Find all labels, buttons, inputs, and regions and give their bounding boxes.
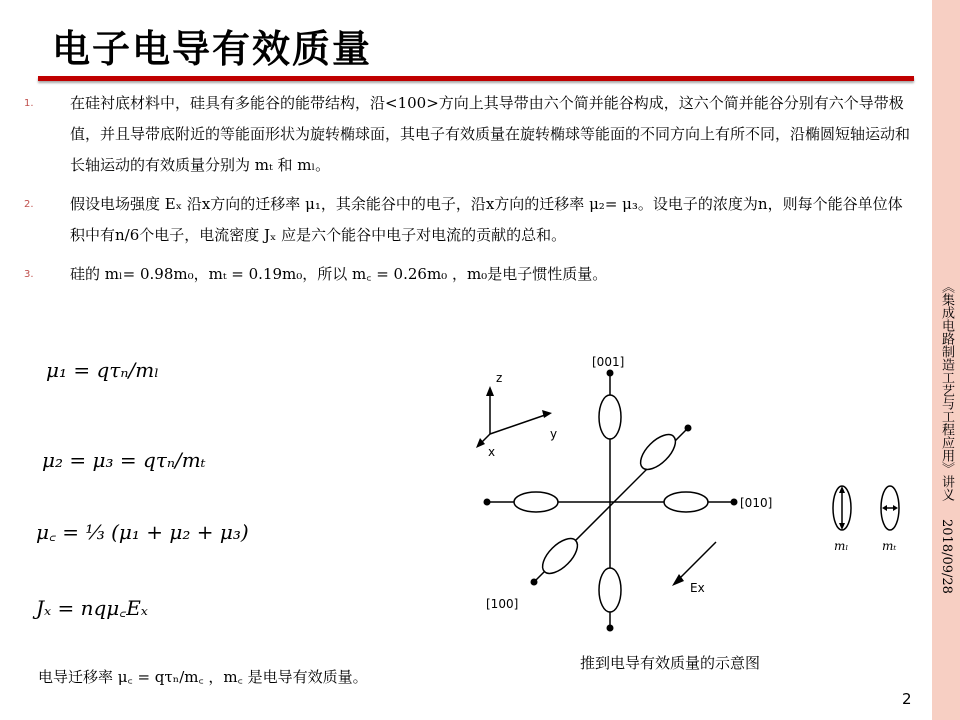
diagram-caption: 推到电导有效质量的示意图 [580,654,761,672]
label-010: [010] [740,496,773,510]
item-number: 3. [24,269,34,280]
course-title: 《集成电路制造工艺与工程应用》讲义 [939,280,954,501]
point-100 [531,579,538,586]
list-item [24,259,914,290]
y-axis [490,414,548,434]
label-001: [001] [592,355,625,369]
equation-mu1: μ₁ = qτₙ/mₗ [46,358,160,382]
page-title: 电子电导有效质量 [52,26,373,71]
point-down [607,625,614,632]
label-z: z [496,371,503,385]
z-arrowhead [486,386,494,396]
valley-down [599,568,621,612]
y-arrowhead [542,410,552,418]
point-010 [731,499,738,506]
sidebar [932,0,960,720]
label-ex: Ex [690,581,705,595]
list-item [24,88,914,181]
point-back [685,425,692,432]
item-number: 2. [24,199,34,210]
conductivity-note: 电导迁移率 μ꜀ = qτₙ/m꜀ ，m꜀ 是电导有效质量。 [38,668,368,686]
sidebar-text [932,280,960,660]
ex-arrow [676,542,716,582]
item-number: 1. [24,98,34,109]
valley-diagram [476,350,796,640]
point-left [484,499,491,506]
equation-mu2-mu3: μ₂ = μ₃ = qτₙ/mₜ [42,448,206,472]
valley-001 [599,395,621,439]
label-100: [100] [486,597,519,611]
label-mt: mₜ [882,539,897,553]
point-001 [607,370,614,377]
bullet-list [24,88,914,298]
valley-010 [664,492,708,512]
label-y: y [550,427,558,441]
label-ml: mₗ [834,539,849,553]
item-text: 硅的 mₗ= 0.98m₀，mₜ = 0.19m₀，所以 m꜀ = 0.26m₀ ，m₀是电子惯性质量。 [70,265,608,283]
equation-jx: Jₓ = nqμ꜀Eₓ [36,596,148,620]
mass-ellipse-icons [826,480,910,560]
item-text: 假设电场强度 Eₓ 沿x方向的迁移率 μ₁，其余能谷中的电子，沿x方向的迁移率 μ₂= μ₃。设电子的浓度为n，则每个能谷单位体积中有n/6个电子，电流密度 Jₓ 应是六个能谷中电子对电流的贡献的总和。 [70,195,903,244]
equation-muc: μ꜀ = ⅓ (μ₁ + μ₂ + μ₃) [36,520,249,544]
item-text: 在硅衬底材料中，硅具有多能谷的能带结构，沿<100>方向上其导带由六个简并能谷构成，这六个简并能谷分别有六个导带极值，并且导带底附近的等能面形状为旋转椭球面，其电子有效质量在旋转椭球等能面的不同方向上有所不同，沿椭圆短轴运动和长轴运动的有效质量分别为 mₜ 和 mₗ。 [70,94,911,174]
title-underline [38,76,914,81]
sidebar-date: 2018/09/28 [939,519,954,595]
label-x: x [488,445,496,459]
valley-back [635,429,682,476]
list-item [24,189,914,251]
page-number: 2 [902,690,912,708]
valley-left [514,492,558,512]
